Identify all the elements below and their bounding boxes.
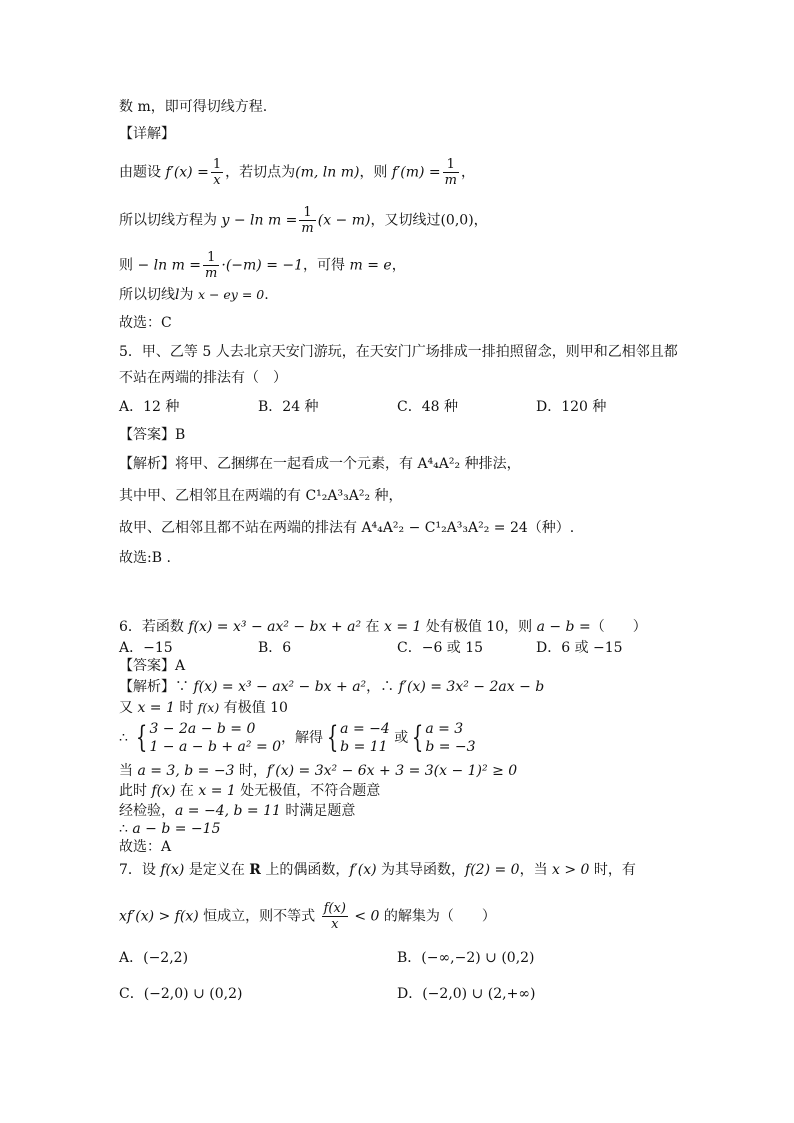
formula: f(2) = 0 bbox=[465, 862, 520, 878]
formula: < 0 bbox=[349, 908, 380, 925]
formula: f(x) bbox=[160, 862, 185, 878]
formula: f(x) bbox=[151, 783, 176, 799]
formula: f′(x) = bbox=[165, 164, 209, 181]
formula: x − ey = 0 bbox=[197, 287, 265, 302]
numerator: 1 bbox=[443, 157, 459, 173]
explanation-line bbox=[119, 677, 544, 697]
text: 为 bbox=[179, 287, 198, 303]
text: 在 bbox=[175, 783, 199, 799]
equation-system bbox=[425, 720, 475, 756]
formula: a = −4, b = 11 bbox=[175, 803, 281, 819]
text: ， bbox=[473, 212, 488, 229]
formula: − ln m = bbox=[137, 257, 202, 274]
question-6-stem bbox=[119, 617, 647, 637]
formula: (0,0) bbox=[440, 212, 474, 229]
text: 则 bbox=[119, 257, 138, 274]
text: 上的偶函数， bbox=[260, 862, 350, 878]
text: 经检验， bbox=[119, 803, 175, 819]
formula: f(x) = x³ − ax² − bx + a² bbox=[193, 679, 367, 695]
text-line: 故选：C bbox=[119, 315, 172, 331]
math-line bbox=[119, 285, 269, 305]
option-a: A．−15 bbox=[119, 640, 173, 656]
explanation-line bbox=[119, 761, 517, 781]
section-heading-detail: 【详解】 bbox=[119, 126, 175, 142]
text: 当 bbox=[119, 763, 138, 779]
text-line: 故选：A bbox=[119, 839, 172, 855]
denominator: m bbox=[444, 173, 457, 188]
explanation-line bbox=[119, 698, 288, 718]
text: 为其导函数， bbox=[376, 862, 466, 878]
formula: f′(x) bbox=[349, 862, 377, 878]
option-d: D．(−2,0) ∪ (2,+∞) bbox=[397, 986, 536, 1002]
math-line bbox=[119, 157, 475, 188]
text: ， bbox=[391, 257, 406, 274]
fraction bbox=[203, 250, 219, 281]
text: 的解集为（ ） bbox=[379, 908, 496, 925]
option-d: D．6 或 −15 bbox=[536, 640, 623, 656]
text: 所以切线 bbox=[119, 287, 175, 303]
text: ，解得 bbox=[281, 730, 324, 746]
option-b: B．6 bbox=[258, 640, 292, 656]
text: 时 bbox=[174, 700, 198, 716]
option-c: C．−6 或 15 bbox=[397, 640, 484, 656]
numerator: f(x) bbox=[323, 901, 346, 916]
text: ，当 bbox=[519, 862, 553, 878]
option-b: B．(−∞,−2) ∪ (0,2) bbox=[397, 950, 535, 966]
left-brace: { bbox=[412, 720, 424, 755]
denominator: m bbox=[301, 221, 314, 236]
equation: a = 3 bbox=[425, 721, 464, 737]
formula: (m, ln m) bbox=[295, 164, 360, 181]
question-7-stem bbox=[119, 860, 636, 880]
formula: f′(x) = 3x² − 6x + 3 = 3(x − 1)² ≥ 0 bbox=[266, 763, 518, 779]
formula: a = 3, b = −3 bbox=[137, 763, 235, 779]
equation: a = −4 bbox=[340, 721, 390, 737]
formula: y − ln m = bbox=[221, 212, 298, 229]
answer-label: 【答案】A bbox=[119, 658, 186, 674]
text: ，∴ bbox=[366, 679, 399, 695]
option-a: A．(−2,2) bbox=[119, 950, 189, 966]
fraction bbox=[299, 205, 315, 236]
option-c: C．48 种 bbox=[397, 399, 458, 415]
equation-system bbox=[340, 720, 390, 756]
text: 有极值 10 bbox=[219, 700, 288, 716]
text-line: 故选:B . bbox=[119, 550, 171, 566]
formula: a − b = −15 bbox=[132, 821, 221, 837]
text: 时满足题意 bbox=[280, 803, 356, 819]
formula: l bbox=[175, 287, 180, 303]
formula: f′(m) = bbox=[391, 164, 441, 181]
text: 时， bbox=[234, 763, 267, 779]
text: ， bbox=[460, 164, 475, 181]
numerator: 1 bbox=[203, 250, 219, 266]
denominator: x bbox=[331, 917, 339, 932]
text: ∴ bbox=[119, 730, 133, 746]
question-5-stem: 不站在两端的排法有（ ） bbox=[119, 370, 287, 386]
equation: b = −3 bbox=[425, 739, 476, 755]
text: 处无极值，不符合题意 bbox=[235, 783, 381, 799]
text: 【解析】∵ bbox=[119, 679, 194, 695]
numerator: 1 bbox=[299, 205, 315, 221]
formula: (x − m) bbox=[317, 212, 371, 229]
text: ，可得 bbox=[303, 257, 350, 274]
text-line: 数 m，即可得切线方程. bbox=[119, 99, 268, 115]
equation: 1 − a − b + a² = 0 bbox=[149, 739, 282, 755]
text: 又 bbox=[119, 700, 138, 716]
formula: a − b bbox=[536, 619, 575, 635]
option-c: C．(−2,0) ∪ (0,2) bbox=[119, 986, 243, 1002]
text: 7．设 bbox=[119, 862, 161, 878]
option-b: B．24 种 bbox=[258, 399, 319, 415]
formula: f′(x) = 3x² − 2ax − b bbox=[398, 679, 545, 695]
explanation-line: 【解析】将甲、乙捆绑在一起看成一个元素，有 A⁴₄A²₂ 种排法， bbox=[119, 456, 521, 472]
left-brace: { bbox=[326, 720, 339, 755]
explanation-line bbox=[119, 781, 380, 801]
formula: m = e bbox=[349, 257, 392, 274]
text: 恒成立，则不等式 bbox=[198, 908, 320, 925]
equation-system-line bbox=[119, 718, 476, 758]
text: 时，有 bbox=[589, 862, 636, 878]
formula: x = 1 bbox=[198, 783, 236, 799]
formula: x = 1 bbox=[383, 619, 422, 635]
text: 所以切线方程为 bbox=[119, 212, 222, 229]
formula: f(x) = x³ − ax² − bx + a² bbox=[188, 619, 362, 635]
explanation-line: 其中甲、乙相邻且在两端的有 C¹₂A³₃A²₂ 种， bbox=[119, 488, 403, 504]
text: 此时 bbox=[119, 783, 152, 799]
denominator: x bbox=[213, 173, 221, 188]
question-7-stem bbox=[119, 901, 496, 932]
equation-system bbox=[149, 720, 281, 756]
text: ，若切点为 bbox=[225, 164, 296, 181]
fraction bbox=[322, 901, 348, 932]
formula: xf′(x) > f(x) bbox=[119, 908, 199, 925]
explanation-line bbox=[119, 801, 355, 821]
text: 在 bbox=[361, 619, 384, 635]
math-line bbox=[119, 205, 488, 236]
text: ∴ bbox=[119, 821, 133, 837]
text: . bbox=[264, 287, 269, 303]
text: 是定义在 bbox=[184, 862, 250, 878]
question-5-stem: 5．甲、乙等 5 人去北京天安门游玩，在天安门广场排成一排拍照留念，则甲和乙相邻且都 bbox=[119, 344, 678, 360]
option-d: D．120 种 bbox=[536, 399, 607, 415]
text: =（ ） bbox=[574, 619, 647, 635]
text: 由题设 bbox=[119, 164, 166, 181]
equation: b = 11 bbox=[340, 739, 388, 755]
option-a: A．12 种 bbox=[119, 399, 180, 415]
text: 处有极值 10，则 bbox=[421, 619, 537, 635]
denominator: m bbox=[205, 266, 218, 281]
text: 6．若函数 bbox=[119, 619, 189, 635]
explanation-line bbox=[119, 819, 220, 839]
formula: ·(−m) = −1 bbox=[221, 257, 304, 274]
text: ，则 bbox=[359, 164, 392, 181]
math-line bbox=[119, 250, 406, 281]
left-brace: { bbox=[136, 720, 148, 755]
formula: R bbox=[249, 862, 261, 878]
explanation-line: 故甲、乙相邻且都不站在两端的排法有 A⁴₄A²₂ − C¹₂A³₃A²₂ = 24（种）. bbox=[119, 520, 575, 536]
formula: x = 1 bbox=[137, 700, 175, 716]
fraction bbox=[211, 157, 223, 188]
answer-label: 【答案】B bbox=[119, 427, 186, 443]
fraction bbox=[443, 157, 459, 188]
equation: 3 − 2a − b = 0 bbox=[149, 721, 256, 737]
formula: x > 0 bbox=[552, 862, 590, 878]
numerator: 1 bbox=[212, 157, 222, 172]
text: ，又切线过 bbox=[370, 212, 441, 229]
formula: f(x) bbox=[197, 700, 220, 715]
text: 或 bbox=[389, 730, 409, 746]
